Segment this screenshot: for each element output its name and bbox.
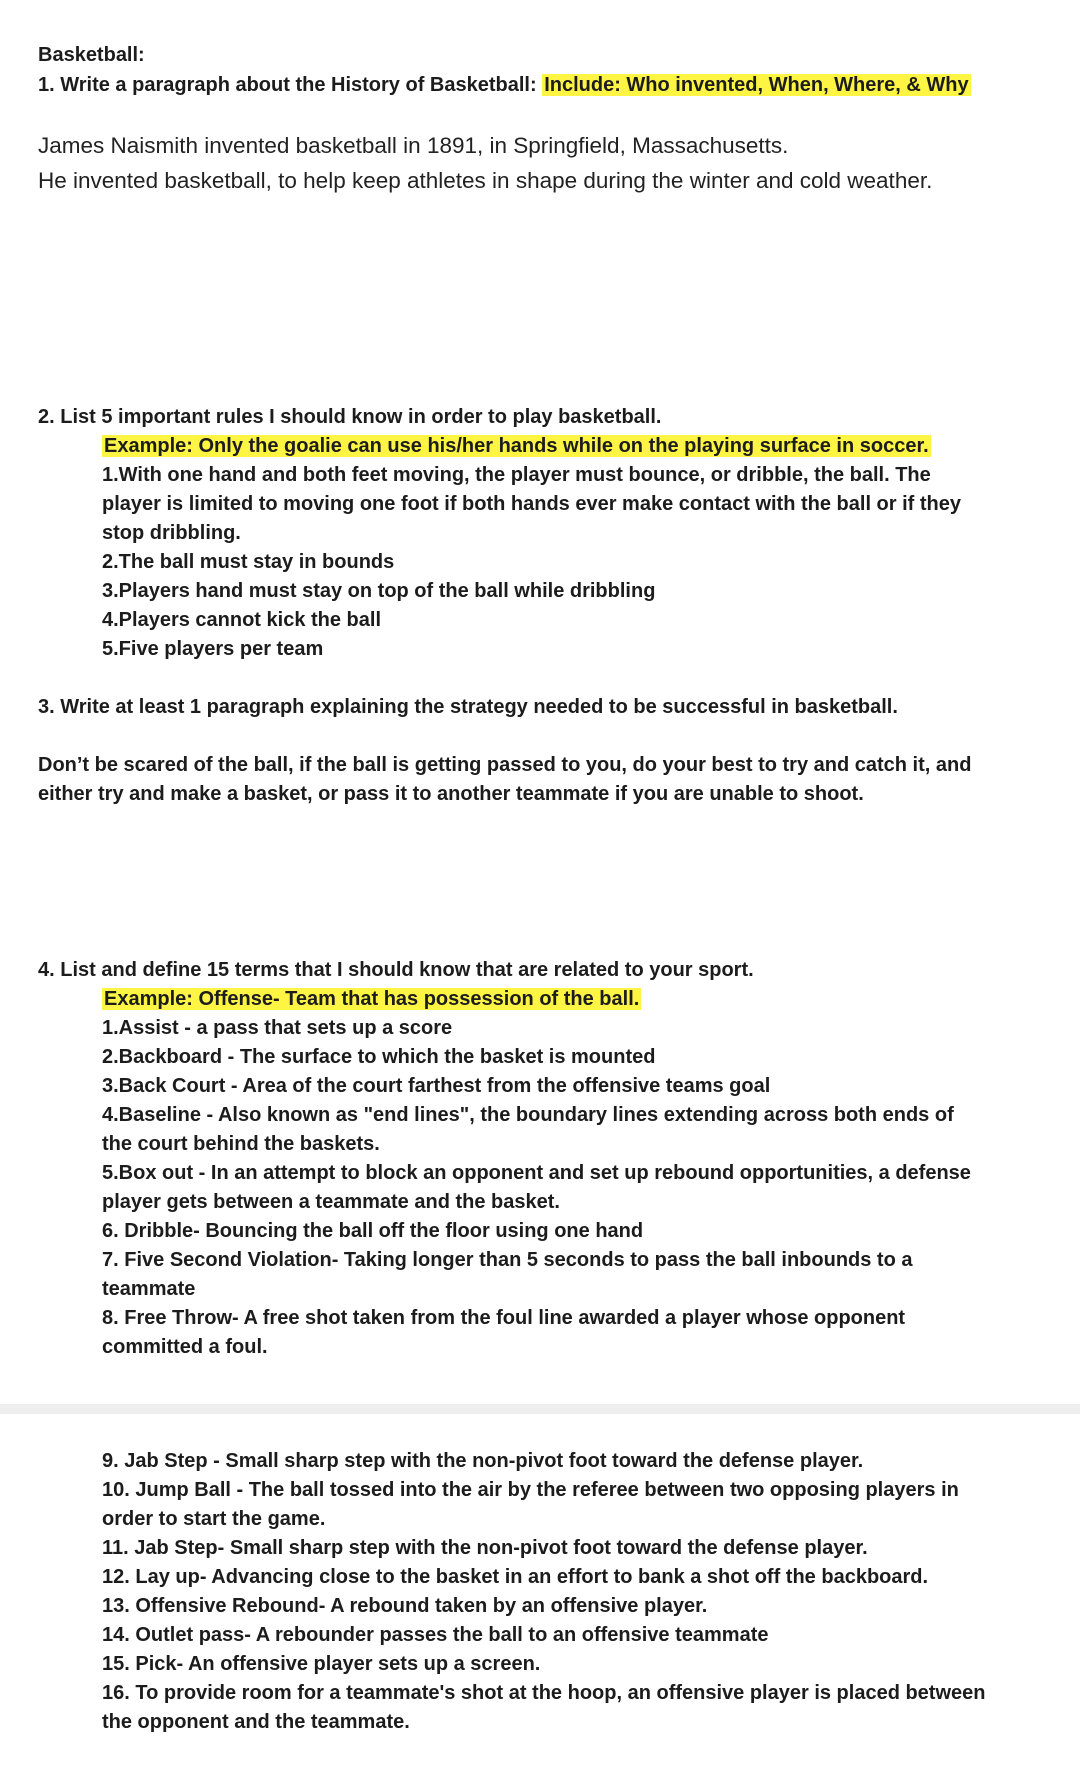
document-title: Basketball: bbox=[38, 44, 145, 66]
term-line: 11. Jab Step- Small sharp step with the non-pivot foot toward the defense player. bbox=[102, 1537, 868, 1559]
term-line: 8. Free Throw- A free shot taken from the foul line awarded a player whose opponent bbox=[102, 1307, 906, 1329]
term-line: order to start the game. bbox=[102, 1508, 326, 1530]
question-4-prompt: 4. List and define 15 terms that I should know that are related to your sport. bbox=[38, 959, 754, 981]
rule-line: 1.With one hand and both feet moving, the player must bounce, or dribble, the ball. The bbox=[102, 464, 931, 486]
term-line: 15. Pick- An offensive player sets up a screen. bbox=[102, 1653, 541, 1675]
answer-3-line: Don’t be scared of the ball, if the ball is getting passed to you, do your best to try and catch it, and bbox=[38, 754, 972, 776]
term-line: 4.Baseline - Also known as "end lines", the boundary lines extending across both ends of bbox=[102, 1104, 954, 1126]
term-line: 5.Box out - In an attempt to block an opponent and set up rebound opportunities, a defense bbox=[102, 1162, 971, 1184]
rule-line: 3.Players hand must stay on top of the ball while dribbling bbox=[102, 580, 656, 602]
rule-line: 2.The ball must stay in bounds bbox=[102, 551, 395, 573]
question-1-prompt bbox=[38, 71, 971, 100]
question-1-text: 1. Write a paragraph about the History of Basketball: bbox=[38, 74, 537, 96]
term-line: the opponent and the teammate. bbox=[102, 1711, 410, 1733]
page-section-two bbox=[0, 1414, 1080, 1784]
term-line: 13. Offensive Rebound- A rebound taken by an offensive player. bbox=[102, 1595, 708, 1617]
term-line: 3.Back Court - Area of the court farthest from the offensive teams goal bbox=[102, 1075, 771, 1097]
question-2-prompt: 2. List 5 important rules I should know in order to play basketball. bbox=[38, 406, 662, 428]
rule-line: stop dribbling. bbox=[102, 522, 241, 544]
term-line: 12. Lay up- Advancing close to the basket in an effort to bank a shot off the backboard. bbox=[102, 1566, 929, 1588]
rule-line: 4.Players cannot kick the ball bbox=[102, 609, 382, 631]
term-line: 14. Outlet pass- A rebounder passes the ball to an offensive teammate bbox=[102, 1624, 769, 1646]
answer-1-line: James Naismith invented basketball in 1891, in Springfield, Massachusetts. bbox=[38, 133, 789, 158]
term-line: committed a foul. bbox=[102, 1336, 268, 1358]
rule-line: player is limited to moving one foot if both hands ever make contact with the ball or if they bbox=[102, 493, 962, 515]
term-line: 1.Assist - a pass that sets up a score bbox=[102, 1017, 453, 1039]
answer-3-line: either try and make a basket, or pass it to another teammate if you are unable to shoot. bbox=[38, 783, 864, 805]
rule-line: 5.Five players per team bbox=[102, 638, 324, 660]
term-line: 6. Dribble- Bouncing the ball off the floor using one hand bbox=[102, 1220, 644, 1242]
term-line: the court behind the baskets. bbox=[102, 1133, 380, 1155]
question-1-highlight: Include: Who invented, When, Where, & Why bbox=[544, 74, 969, 96]
question-3-prompt: 3. Write at least 1 paragraph explaining the strategy needed to be successful in basketball. bbox=[38, 696, 898, 718]
question-4-example bbox=[102, 985, 641, 1014]
term-line: 2.Backboard - The surface to which the basket is mounted bbox=[102, 1046, 656, 1068]
term-line: player gets between a teammate and the basket. bbox=[102, 1191, 560, 1213]
term-line: teammate bbox=[102, 1278, 196, 1300]
term-line: 7. Five Second Violation- Taking longer than 5 seconds to pass the ball inbounds to a bbox=[102, 1249, 913, 1271]
page-divider bbox=[0, 1404, 1080, 1414]
term-line: 9. Jab Step - Small sharp step with the non-pivot foot toward the defense player. bbox=[102, 1450, 864, 1472]
term-line: 16. To provide room for a teammate's shot at the hoop, an offensive player is placed between bbox=[102, 1682, 986, 1704]
example-highlight: Example: Offense- Team that has possession of the ball. bbox=[104, 988, 640, 1010]
term-line: 10. Jump Ball - The ball tossed into the air by the referee between two opposing players in bbox=[102, 1479, 959, 1501]
example-highlight: Example: Only the goalie can use his/her hands while on the playing surface in soccer. bbox=[104, 435, 929, 457]
question-2-example bbox=[102, 432, 931, 461]
answer-1-line: He invented basketball, to help keep athletes in shape during the winter and cold weather. bbox=[38, 168, 933, 193]
